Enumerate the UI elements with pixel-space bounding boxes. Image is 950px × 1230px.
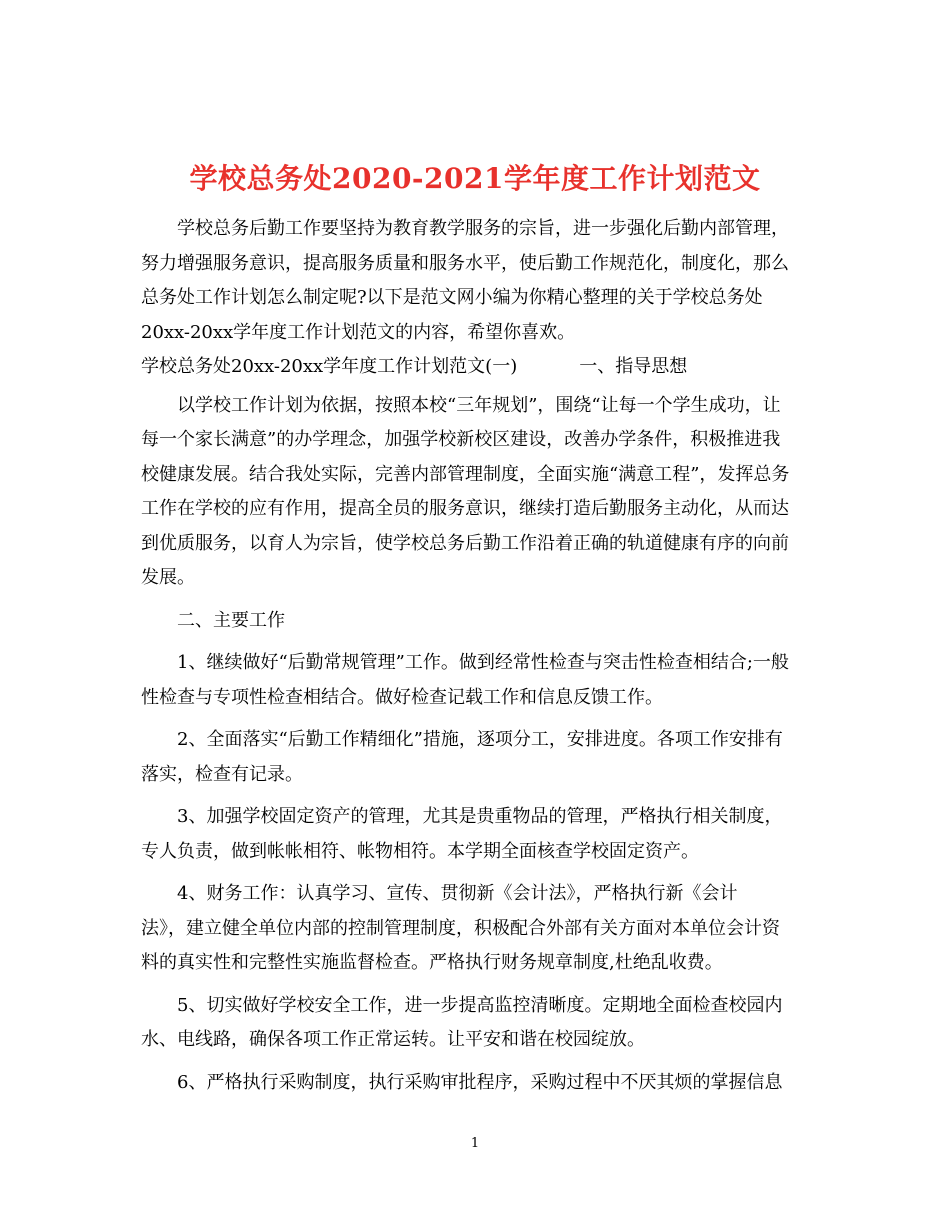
work-item-3 xyxy=(141,800,809,869)
section-heading-line xyxy=(141,350,809,385)
work-item-2 xyxy=(141,723,809,792)
guiding-line: 发展。 xyxy=(141,567,195,588)
work-item-line: 落实，检查有记录。 xyxy=(141,763,303,785)
guiding-line: 到优质服务，以育人为宗旨，使学校总务后勤工作沿着正确的轨道健康有序的向前 xyxy=(141,532,789,554)
intro-line: 20xx-20xx学年度工作计划范文的内容，希望你喜欢。 xyxy=(141,321,576,343)
work-item-line: 专人负责，做到帐帐相符、帐物相符。本学期全面核查学校固定资产。 xyxy=(141,840,699,862)
work-item-line: 2、全面落实“后勤工作精细化”措施，逐项分工，安排进度。各项工作安排有 xyxy=(177,729,783,750)
work-item-line: 水、电线路，确保各项工作正常运转。让平安和谐在校园绽放。 xyxy=(141,1029,645,1050)
work-item-line: 4、财务工作：认真学习、宣传、贯彻新《会计法》，严格执行新《会计 xyxy=(177,883,738,904)
intro-line: 总务处工作计划怎么制定呢?以下是范文网小编为你精心整理的关于学校总务处 xyxy=(141,287,763,308)
guiding-line: 每一个家长满意”的办学理念，加强学校新校区建设，改善办学条件，积极推进我 xyxy=(141,429,781,450)
intro-paragraph xyxy=(141,212,809,350)
work-item-line: 6、严格执行采购制度，执行采购审批程序，采购过程中不厌其烦的掌握信息 xyxy=(177,1071,783,1093)
work-item-6 xyxy=(141,1066,809,1101)
work-item-5 xyxy=(141,989,809,1058)
work-item-1 xyxy=(141,646,809,715)
intro-line: 努力增强服务意识，提高服务质量和服务水平，使后勤工作规范化，制度化，那么 xyxy=(141,252,789,274)
work-item-line: 料的真实性和完整性实施监督检查。严格执行财务规章制度,杜绝乱收费。 xyxy=(141,952,723,973)
guiding-line: 校健康发展。结合我处实际，完善内部管理制度，全面实施“满意工程”，发挥总务 xyxy=(141,463,790,485)
work-item-line: 法》，建立健全单位内部的控制管理制度，积极配合外部有关方面对本单位会计资 xyxy=(141,917,780,939)
section-title: 学校总务处20xx-20xx学年度工作计划范文(一) xyxy=(141,356,518,377)
heading-main-work: 二、主要工作 xyxy=(177,609,285,631)
work-item-line: 5、切实做好学校安全工作，进一步提高监控清晰度。定期地全面检查校园内 xyxy=(177,994,783,1016)
work-item-line: 性检查与专项性检查相结合。做好检查记载工作和信息反馈工作。 xyxy=(141,686,663,708)
guiding-paragraph xyxy=(141,389,809,596)
work-item-4 xyxy=(141,877,809,981)
intro-line: 学校总务后勤工作要坚持为教育教学服务的宗旨，进一步强化后勤内部管理， xyxy=(177,218,789,239)
page-number: 1 xyxy=(470,1136,480,1151)
work-item-line: 3、加强学校固定资产的管理，尤其是贵重物品的管理，严格执行相关制度， xyxy=(177,806,783,827)
document-title: 学校总务处2020-2021学年度工作计划范文 xyxy=(189,161,761,195)
guiding-line: 工作在学校的应有作用，提高全员的服务意识，继续打造后勤服务主动化，从而达 xyxy=(141,498,789,519)
heading-guiding-thought: 一、指导思想 xyxy=(579,356,688,377)
guiding-line: 以学校工作计划为依据，按照本校“三年规划”，围绕“让每一个学生成功，让 xyxy=(177,394,781,416)
document-body xyxy=(141,212,809,1100)
work-item-line: 1、继续做好“后勤常规管理”工作。做到经常性检查与突击性检查相结合;一般 xyxy=(177,652,789,673)
